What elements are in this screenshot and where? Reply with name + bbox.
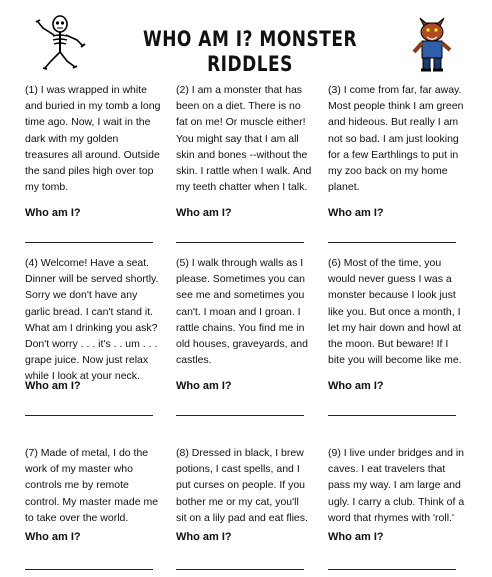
riddle-text-2: (2) I am a monster that has been on a diet. There is no fat on me! Or muscle either! You might say that I am all skin and bones --without the skin. I rattle when I walk. And my teeth chatter when I talk.	[176, 84, 312, 194]
riddle-text-8: (8) Dressed in black, I brew potions, I cast spells, and I put curses on people. If you bother me or my cat, you'll sit on a lily pad and eat flies.	[176, 447, 308, 524]
who-am-i-label-8: Who am I?	[176, 531, 232, 543]
riddle-text-9: (9) I live under bridges and in caves. I eat travelers that pass my way. I am large and ugly. I carry a club. Think of a word that rhymes with 'roll.'	[328, 447, 465, 524]
riddle-card-8	[176, 445, 322, 577]
who-am-i-label-3: Who am I?	[328, 207, 384, 219]
riddle-text-5: (5) I walk through walls as I please. Sometimes you can see me and sometimes you can't. I moan and I groan. I rattle chains. You find me in old houses, graveyards, and castles.	[176, 257, 308, 367]
riddle-card-5	[176, 255, 322, 415]
who-am-i-label-5: Who am I?	[176, 380, 232, 392]
answer-line-6	[328, 415, 456, 416]
answer-line-4	[25, 415, 153, 416]
riddle-text-3: (3) I come from far, far away. Most people think I am green and hideous. But really I am not so bad. I am just looking for a few Earthlings to put in my zoo back on my home planet.	[328, 84, 464, 194]
answer-line-2	[176, 242, 304, 243]
page-title: WHO AM I? MONSTER RIDDLES	[142, 27, 358, 77]
answer-line-3	[328, 242, 456, 243]
riddle-card-2	[176, 82, 322, 242]
riddle-card-9	[328, 445, 474, 577]
who-am-i-label-6: Who am I?	[328, 380, 384, 392]
who-am-i-label-1: Who am I?	[25, 207, 81, 219]
riddle-card-6	[328, 255, 474, 415]
who-am-i-label-7: Who am I?	[25, 531, 81, 543]
riddle-text-1: (1) I was wrapped in white and buried in my tomb a long time ago. Now, I wait in the dark with my golden treasures all around. Outside the sand piles high over top my tomb.	[25, 84, 161, 194]
who-am-i-label-9: Who am I?	[328, 531, 384, 543]
riddle-card-4	[25, 255, 171, 415]
answer-line-9	[328, 569, 456, 570]
riddle-card-1	[25, 82, 171, 242]
answer-line-5	[176, 415, 304, 416]
answer-line-7	[25, 569, 153, 570]
riddle-text-4: (4) Welcome! Have a seat. Dinner will be served shortly. Sorry we don't have any garlic bread. I can't stand it. What am I drinking you ask? Don't worry . . . it's . . um . . . grape juice. Now just relax while I look at your neck.	[25, 257, 159, 383]
riddle-card-3	[328, 82, 474, 242]
answer-line-1	[25, 242, 153, 243]
riddle-card-7	[25, 445, 171, 577]
riddle-text-7: (7) Made of metal, I do the work of my master who controls me by remote control. My master made me to take over the world.	[25, 447, 159, 524]
who-am-i-label-2: Who am I?	[176, 207, 232, 219]
riddle-text-6: (6) Most of the time, you would never guess I was a monster because I look just like you. But once a month, I let my hair down and howl at the moon. But beware! If I bite you will become like me.	[328, 257, 462, 367]
who-am-i-label-4: Who am I?	[25, 380, 81, 392]
answer-line-8	[176, 569, 304, 570]
